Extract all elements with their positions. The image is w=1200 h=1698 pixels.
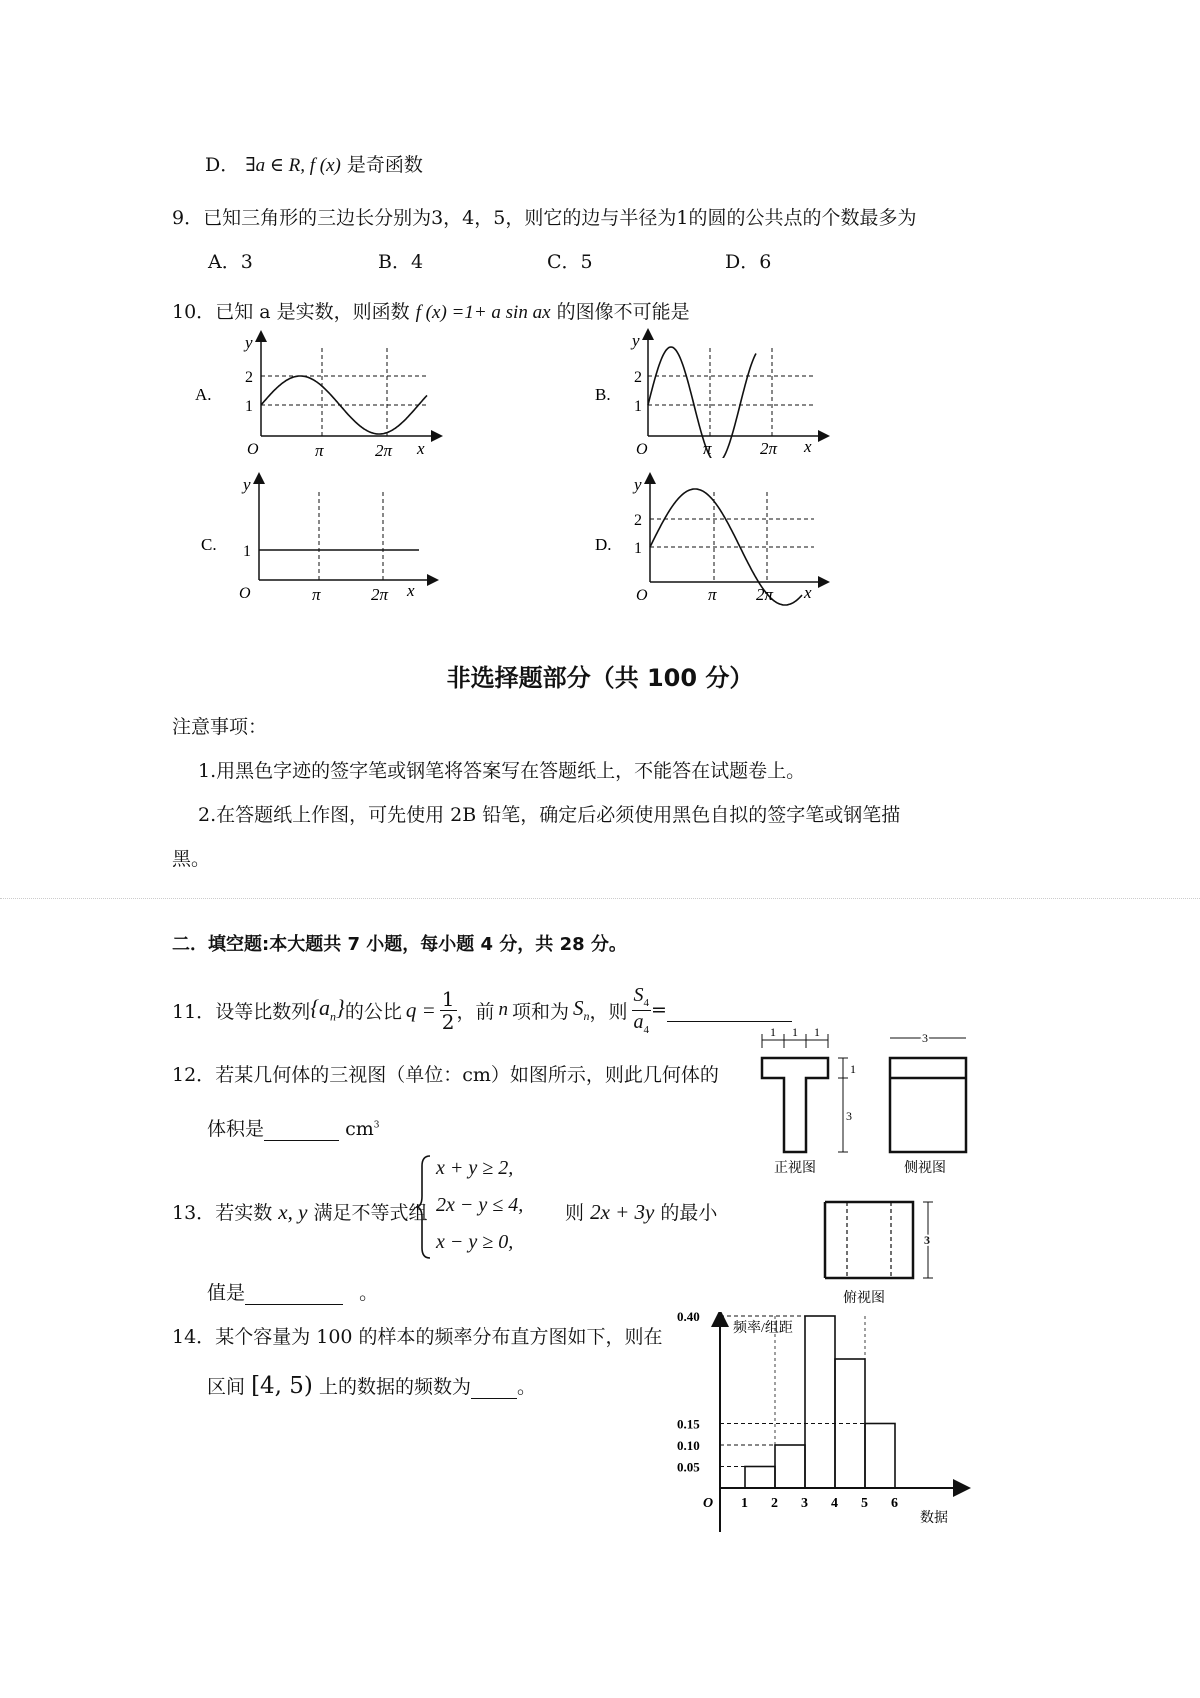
- x-axis-label: x: [804, 437, 812, 456]
- graph-label: A.: [195, 385, 212, 404]
- x-tick: π: [312, 585, 321, 604]
- question-text: 若某几何体的三视图（单位：cm）如图所示，则此几何体的: [215, 1064, 719, 1086]
- q8-option-d: [205, 150, 423, 177]
- option-label: D．: [205, 154, 240, 176]
- y-tick-label: 0.40: [677, 1312, 700, 1324]
- x-tick-label: 1: [741, 1496, 748, 1511]
- question-number: 11．: [172, 1000, 216, 1023]
- x-tick: π: [703, 439, 712, 458]
- unit-sup: 3: [373, 1120, 380, 1131]
- ineq-3: x − y ≥ 0,: [436, 1231, 514, 1253]
- unit: cm: [345, 1118, 374, 1140]
- top-view-label: 俯视图: [843, 1291, 885, 1306]
- graph-b: [592, 328, 842, 458]
- question-text: 上的数据的频数为: [318, 1376, 471, 1398]
- histogram-bar: [775, 1445, 805, 1488]
- y-tick: 1: [634, 540, 642, 557]
- y-tick: 1: [634, 398, 642, 415]
- q13-line2: [207, 1278, 378, 1305]
- frac-den-sub: 4: [643, 1023, 650, 1036]
- x-tick: 2π: [371, 585, 389, 604]
- section-title: 非选择题部分（共 100 分）: [446, 664, 754, 692]
- x-tick-label: 4: [831, 1496, 838, 1511]
- x-tick: π: [315, 441, 324, 458]
- brace-icon: [414, 1152, 434, 1262]
- interval: [4, 5): [251, 1373, 313, 1399]
- answer-blank-13[interactable]: [245, 1282, 343, 1305]
- q14-line1: [172, 1322, 663, 1349]
- front-view-shape: [762, 1058, 828, 1152]
- y-tick: 2: [245, 369, 253, 386]
- x-tick: 2π: [760, 439, 778, 458]
- y-tick: 2: [634, 369, 642, 386]
- frac-num: S: [633, 984, 644, 1007]
- q10-stem: [172, 297, 690, 324]
- question-text: 设等比数列: [215, 1000, 311, 1023]
- x-tick-label: 3: [801, 1496, 808, 1511]
- x-tick: 2π: [756, 585, 774, 604]
- x-tick-label: 2: [771, 1496, 778, 1511]
- var-s-sub: n: [583, 1009, 590, 1024]
- question-text: 的公比: [344, 1000, 402, 1023]
- dim-label: 1: [770, 1025, 776, 1039]
- origin-label: O: [636, 587, 648, 604]
- question-text: 已知三角形的三边长分别为3，4，5，则它的边与半径为1的圆的公共点的个数最多为: [203, 207, 917, 229]
- frac-num-sub: 4: [643, 997, 650, 1010]
- option-math: ∃a ∈ R, f (x): [245, 155, 341, 176]
- y-tick: 1: [245, 398, 253, 415]
- y-axis-label: y: [634, 475, 642, 494]
- question-text: 某个容量为 100 的样本的频率分布直方图如下，则在: [215, 1326, 663, 1348]
- y-axis-label: y: [243, 475, 251, 494]
- origin-label: O: [239, 585, 251, 602]
- frequency-histogram: [665, 1312, 975, 1544]
- histogram-bar: [805, 1316, 835, 1488]
- seq-sub: n: [330, 1009, 337, 1024]
- question-text: 体积是: [207, 1118, 265, 1140]
- q9-option-c: C．5: [547, 251, 593, 273]
- x-axis-label: x: [407, 581, 415, 600]
- y-tick-label: 0.05: [677, 1459, 700, 1475]
- graph-label: D.: [595, 535, 612, 554]
- answer-fraction: [632, 984, 652, 1035]
- question-text: 已知 a 是实数，则函数: [215, 301, 410, 323]
- y-axis-label: y: [245, 333, 253, 352]
- period: 。: [516, 1376, 536, 1398]
- x-tick: π: [708, 585, 717, 604]
- three-view-figure: [740, 1020, 980, 1310]
- answer-blank-11[interactable]: [667, 999, 792, 1022]
- graph-c: [195, 472, 445, 607]
- x-tick-label: 6: [891, 1496, 898, 1511]
- dim-label: 3: [924, 1233, 930, 1247]
- front-view-label: 正视图: [774, 1161, 816, 1176]
- ineq-2: 2x − y ≤ 4,: [436, 1194, 524, 1216]
- histogram-bar: [745, 1467, 775, 1489]
- q13-prefix: [172, 1198, 427, 1225]
- x-axis-label: x: [804, 583, 812, 602]
- question-number: 14．: [172, 1326, 216, 1348]
- dim-label: 1: [814, 1025, 820, 1039]
- note-2-cont: 黑。: [172, 848, 211, 870]
- origin-label: O: [247, 441, 259, 458]
- question-number: 13．: [172, 1202, 216, 1224]
- frac-den: 2: [441, 1009, 455, 1034]
- function-expression: f (x) =1+ a sin ax: [415, 302, 551, 323]
- var-s: S: [573, 995, 584, 1020]
- fill-heading: 二．填空题:本大题共 7 小题，每小题 4 分，共 28 分。: [172, 934, 627, 955]
- y-tick-label: 0.10: [677, 1438, 700, 1453]
- ratio-q: q =: [405, 997, 436, 1022]
- dim-label: 3: [846, 1109, 852, 1123]
- x-tick-label: 5: [861, 1496, 868, 1511]
- x-axis-label: x: [417, 439, 425, 458]
- question-text: 则: [565, 1202, 585, 1224]
- y-tick: 2: [634, 512, 642, 529]
- dim-label: 1: [792, 1025, 798, 1039]
- ineq-1: x + y ≥ 2,: [436, 1157, 514, 1179]
- x-tick: 2π: [375, 441, 393, 458]
- frac-den: a: [633, 1010, 644, 1033]
- sine-curve: [648, 347, 756, 458]
- frac-num: 1: [441, 986, 455, 1011]
- q12-line1: [172, 1060, 719, 1087]
- side-view-shape: [890, 1058, 966, 1152]
- period: 。: [359, 1282, 379, 1304]
- question-text: 满足不等式组: [313, 1202, 428, 1224]
- question-text: 若实数: [215, 1202, 273, 1224]
- q12-line2: [207, 1114, 379, 1141]
- q9-option-a: A．3: [208, 251, 253, 273]
- graph-label: C.: [201, 535, 217, 554]
- question-text: 项和为: [512, 1000, 570, 1023]
- option-text: 是奇函数: [346, 154, 423, 176]
- seq-symbol: {a: [310, 995, 331, 1021]
- q14-line2: [207, 1372, 536, 1399]
- answer-blank-12[interactable]: [264, 1118, 339, 1141]
- top-view-shape: [825, 1202, 913, 1278]
- q9-option-d: D．6: [725, 251, 772, 273]
- y-tick: 1: [243, 543, 251, 560]
- y-axis-label: y: [632, 331, 640, 350]
- origin-label: O: [636, 441, 648, 458]
- question-text: 的图像不可能是: [556, 301, 690, 323]
- equals: =: [651, 999, 667, 1021]
- question-number: 12．: [172, 1064, 216, 1086]
- sequence: [310, 995, 345, 1024]
- question-number: 10．: [172, 301, 216, 323]
- note-1: 1.用黑色字迹的签字笔或钢笔将答案写在答题纸上，不能答在试题卷上。: [198, 760, 806, 782]
- side-view-label: 侧视图: [904, 1161, 946, 1176]
- y-axis-label: 频率/组距: [733, 1321, 793, 1336]
- question-text: ，前: [456, 1000, 495, 1023]
- ratio-fraction: [440, 988, 457, 1033]
- q11: [172, 980, 792, 1040]
- dim-label: 1: [850, 1062, 856, 1076]
- question-number: 9．: [172, 207, 204, 229]
- seq-close: }: [336, 995, 345, 1021]
- variables: x, y: [278, 1200, 308, 1224]
- histogram-bar: [865, 1424, 895, 1489]
- question-text: 值是: [207, 1282, 246, 1304]
- question-text: ，则: [589, 1000, 628, 1023]
- graph-a: [195, 328, 445, 458]
- graph-d: [592, 472, 842, 607]
- answer-blank-14[interactable]: [471, 1376, 517, 1399]
- origin-label: O: [703, 1496, 714, 1511]
- q9-option-b: B．4: [378, 251, 424, 273]
- dim-label: 3: [922, 1031, 928, 1045]
- question-text: 的最小: [660, 1202, 718, 1224]
- graph-label: B.: [595, 385, 611, 404]
- y-tick-label: 0.15: [677, 1416, 700, 1432]
- var-n: n: [498, 999, 509, 1020]
- objective-expression: 2x + 3y: [590, 1200, 655, 1224]
- x-axis-label: 数据: [920, 1511, 948, 1526]
- question-text: 区间: [207, 1376, 246, 1398]
- notes-title: 注意事项：: [172, 716, 268, 738]
- note-2: 2.在答题纸上作图，可先使用 2B 铅笔，确定后必须使用黑色自拟的签字笔或钢笔描: [198, 804, 901, 826]
- q13-suffix: [565, 1198, 717, 1225]
- page-divider: [0, 898, 1200, 899]
- q9-stem: [172, 203, 916, 230]
